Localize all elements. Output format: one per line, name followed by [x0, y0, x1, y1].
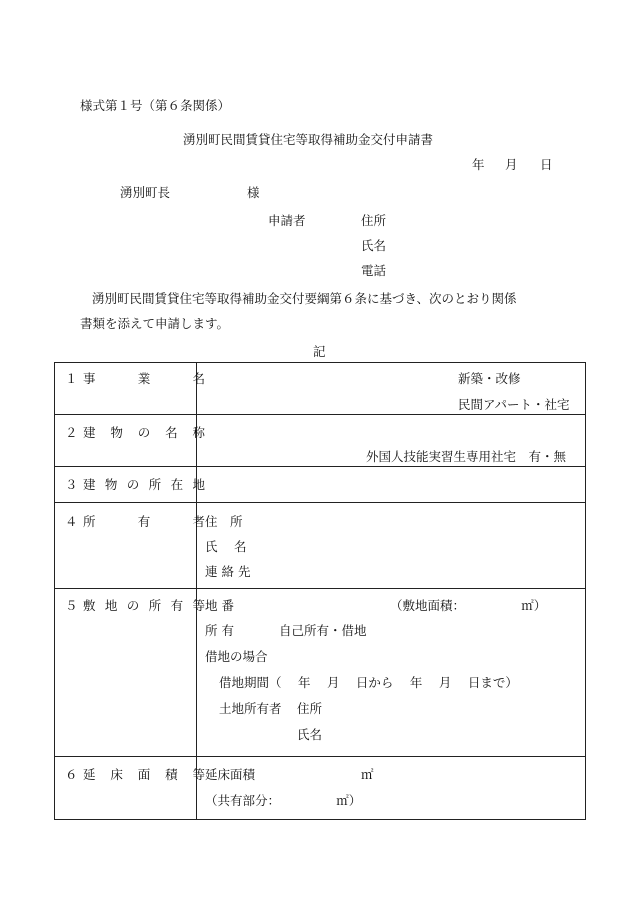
row6-label-cell [55, 757, 205, 820]
intro-line-1: 湧別町民間賃貸住宅等取得補助金交付要綱第６条に基づき、次のとおり関係 [92, 291, 517, 306]
applicant-label: 申請者 [268, 213, 306, 228]
date-day: 日 [540, 157, 553, 172]
row3-label: 建 物 の 所 在 地 [83, 477, 205, 492]
owner-address-label: 住 所 [205, 514, 243, 529]
floor-area-label: 延床面積 [205, 767, 256, 782]
intro-line-2: 書類を添えて申請します。 [80, 316, 230, 331]
row1-value-cell[interactable] [197, 363, 586, 415]
row2-label: 建 物 の 名 称 [83, 425, 205, 440]
table-row [55, 503, 586, 589]
ownership-options[interactable]: 自己所有・借地 [279, 623, 367, 638]
common-area-field[interactable]: （共有部分： ㎡） [205, 793, 362, 808]
lease-period-field[interactable]: 借地期間（ 年 月 日から 年 月 日まで） [219, 675, 518, 690]
ownership-label: 所 有 [205, 623, 234, 638]
row6-number: ６ [65, 767, 78, 782]
row5-label-cell [55, 589, 205, 757]
applicant-phone-label: 電話 [361, 263, 387, 278]
row4-value-cell[interactable] [197, 503, 586, 589]
row1-number: １ [65, 371, 78, 386]
row3-number: ３ [65, 477, 78, 492]
floor-area-unit: ㎡ [361, 767, 374, 782]
row4-number: ４ [65, 514, 78, 529]
form-title: 湧別町民間賃貸住宅等取得補助金交付申請書 [183, 132, 434, 147]
row6-label: 延 床 面 積 等 [83, 767, 205, 782]
table-row [55, 589, 586, 757]
row6-value-cell[interactable] [197, 757, 586, 820]
trainee-housing-note[interactable]: 外国人技能実習生専用社宅 有・無 [366, 449, 567, 464]
form-number: 様式第１号（第６条関係） [80, 98, 231, 113]
row4-label: 所 有 者 [83, 514, 205, 529]
row2-value-cell[interactable] [197, 415, 586, 467]
date-month: 月 [505, 157, 518, 172]
application-form-table [54, 362, 586, 820]
owner-contact-label: 連 絡 先 [205, 564, 251, 579]
row1-label: 事 業 名 [83, 371, 205, 386]
table-row [55, 757, 586, 820]
land-owner-label: 土地所有者 [219, 701, 282, 716]
applicant-address-label: 住所 [361, 213, 387, 228]
row5-label: 敷 地 の 所 有 等 [83, 598, 205, 613]
lot-area-field[interactable]: （敷地面積： ㎡） [390, 598, 547, 613]
lot-number-label: 地 番 [205, 598, 234, 613]
ki-heading: 記 [313, 344, 326, 359]
building-type-options[interactable]: 民間アパート・社宅 [458, 397, 570, 412]
land-owner-address-label: 住所 [297, 701, 323, 716]
addressee-name: 湧別町長 [120, 185, 171, 200]
row5-value-cell[interactable] [197, 589, 586, 757]
row3-label-cell [55, 467, 205, 503]
row1-label-cell [55, 363, 205, 415]
row5-number: ５ [65, 598, 78, 613]
table-row [55, 415, 586, 467]
construction-type-options[interactable]: 新築・改修 [458, 371, 521, 386]
land-owner-name-label: 氏名 [297, 727, 323, 742]
table-row [55, 363, 586, 415]
date-year: 年 [472, 157, 485, 172]
table-row [55, 467, 586, 503]
lease-case-label: 借地の場合 [205, 649, 268, 664]
addressee-honorific: 様 [247, 185, 260, 200]
row4-label-cell [55, 503, 205, 589]
row2-label-cell [55, 415, 205, 467]
applicant-name-label: 氏名 [361, 238, 387, 253]
row3-value-cell[interactable] [197, 467, 586, 503]
row2-number: ２ [65, 425, 78, 440]
owner-name-label: 氏 名 [205, 539, 247, 554]
